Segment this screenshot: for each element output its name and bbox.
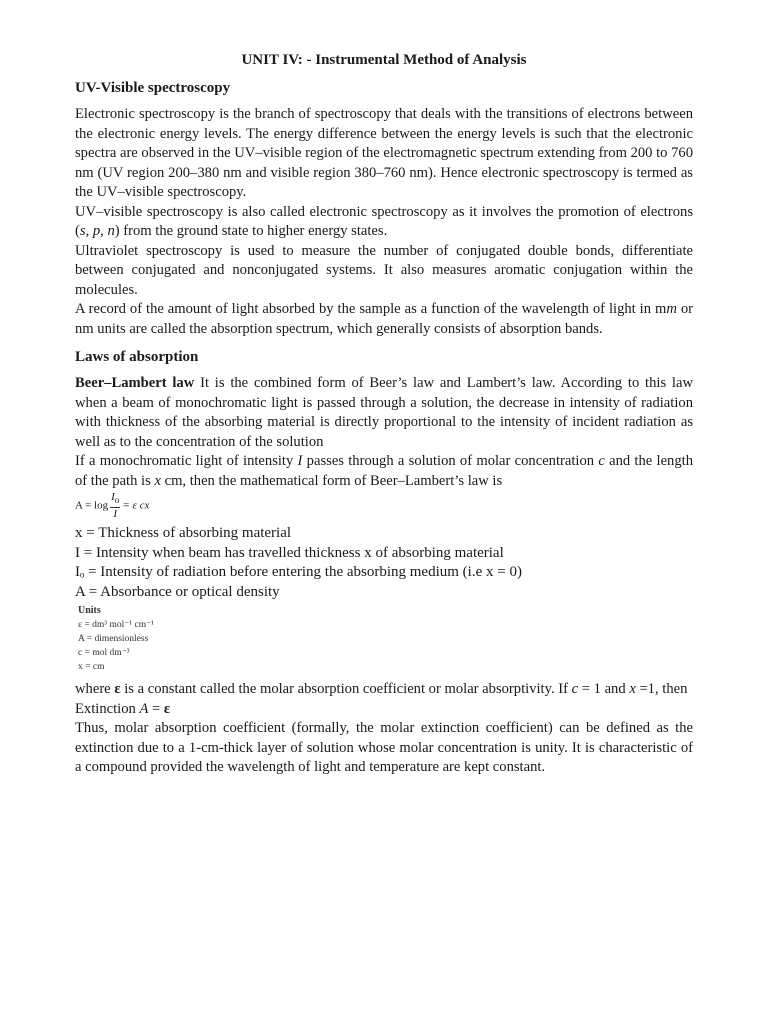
text-segment: If a monochromatic light of intensity bbox=[75, 453, 298, 469]
text-segment: A record of the amount of light absorbed by the sample as a function of the wavelength of light in m bbox=[75, 301, 667, 317]
unit-mu: m bbox=[666, 301, 677, 317]
formula-num-symbol: I bbox=[111, 491, 115, 503]
page-title: UNIT IV: - Instrumental Method of Analysis bbox=[241, 52, 527, 68]
symbol-x: x bbox=[154, 472, 161, 489]
text-segment: and the length of the path is bbox=[75, 453, 693, 489]
text-segment: is a constant called the molar absorption coefficient or molar absorptivity. If bbox=[120, 681, 572, 697]
units-absorbance: A = dimensionless bbox=[78, 634, 149, 644]
symbol-epsilon: ε bbox=[163, 700, 171, 717]
text-segment: = 1 and bbox=[578, 681, 630, 697]
formula-num-sub: o bbox=[114, 495, 120, 506]
document-page bbox=[75, 50, 693, 778]
paragraph-ultraviolet-spectroscopy: Ultraviolet spectroscopy is used to measure the number of conjugated double bonds, differentiate between conjugated and nonconjugated systems. It also measures aromatic conjugation within the molecules. bbox=[75, 242, 693, 298]
text-segment: cm, then the mathematical form of Beer–Lambert’s law is bbox=[160, 472, 503, 489]
symbol-epsilon: ε bbox=[114, 681, 121, 697]
symbol-I: I bbox=[297, 453, 303, 469]
formula-rhs: = ε cx bbox=[122, 499, 150, 512]
definition-item: Iₒ = Intensity of radiation before entering the absorbing medium (i.e x = 0) bbox=[75, 564, 522, 580]
beer-lambert-label: Beer–Lambert law bbox=[75, 375, 195, 391]
text-segment: , bbox=[85, 223, 93, 239]
formula-lhs: A = log bbox=[75, 499, 109, 512]
section-heading-uv-visible: UV-Visible spectroscopy bbox=[75, 80, 231, 96]
units-concentration: c = mol dm⁻³ bbox=[78, 648, 130, 658]
text-segment: , bbox=[100, 223, 108, 239]
definition-item: I = Intensity when beam has travelled thickness x of absorbing material bbox=[75, 544, 504, 561]
definitions-list bbox=[75, 524, 693, 602]
section-heading-laws-of-absorption: Laws of absorption bbox=[75, 349, 199, 365]
text-segment: It is the combined form of Beer’s law and Lambert’s law. According to this law when a beam of monochromatic light is passed through a solution, the decrease in intensity of radiation with thickness of the absorbing material is directly proportional to the intensity of incident radiation as well as to the concentration of the solution bbox=[75, 375, 694, 450]
symbol-x: x bbox=[629, 681, 636, 697]
text-segment: ) from the ground state to higher energy states. bbox=[114, 223, 388, 239]
units-title: Units bbox=[78, 605, 101, 616]
text-segment: passes through a solution of molar concentration bbox=[302, 453, 599, 469]
beer-lambert-formula bbox=[75, 491, 693, 521]
orbital-n: n bbox=[107, 223, 115, 239]
units-path-length: x = cm bbox=[78, 662, 105, 672]
paragraph-molar-absorption bbox=[75, 680, 693, 700]
paragraph-absorption-spectrum bbox=[75, 300, 693, 339]
paragraph-extinction bbox=[75, 700, 693, 720]
text-segment: UV–visible spectroscopy is also called electronic spectroscopy as it involves the promotion of electrons ( bbox=[75, 203, 693, 239]
symbol-c: c bbox=[571, 681, 579, 697]
orbital-s: s bbox=[79, 223, 86, 239]
text-segment: where bbox=[75, 681, 115, 697]
paragraph-monochromatic-light bbox=[75, 452, 693, 491]
formula-numerator bbox=[110, 491, 120, 508]
paragraph-beer-lambert-law bbox=[75, 374, 693, 452]
text-segment: Extinction bbox=[75, 700, 140, 717]
paragraph-uv-visible-also-called bbox=[75, 203, 693, 242]
text-segment: = bbox=[148, 700, 164, 717]
symbol-A: A bbox=[139, 700, 149, 717]
formula-denominator: I bbox=[113, 508, 118, 521]
units-block bbox=[78, 604, 693, 674]
definition-item: x = Thickness of absorbing material bbox=[75, 525, 292, 541]
formula-fraction bbox=[110, 491, 120, 521]
definition-item: A = Absorbance or optical density bbox=[75, 583, 280, 600]
paragraph-molar-extinction-definition: Thus, molar absorption coefficient (formally, the molar extinction coefficient) can be defined as the extinction due to a 1-cm-thick layer of solution whose molar concentration is unity. It is characteristic of a compound provided the wavelength of light and temperature are kept constant. bbox=[75, 720, 693, 775]
orbital-p: p bbox=[92, 223, 101, 239]
symbol-c: c bbox=[598, 453, 605, 469]
paragraph-electronic-spectroscopy: Electronic spectroscopy is the branch of spectroscopy that deals with the transitions of electrons between the electronic energy levels. The energy difference between the energy levels is such that the electronic spectra are observed in the UV–visible region of the electromagnetic spectrum extending from 200 to 760 nm (UV region 200–380 nm and visible region 380–760 nm). Hence electronic spectroscopy is termed as the UV–visible spectroscopy. bbox=[75, 106, 694, 200]
text-segment: or nm units are called the absorption spectrum, which generally consists of absorption bands. bbox=[75, 301, 693, 337]
units-epsilon: ε = dm³ mol⁻¹ cm⁻¹ bbox=[78, 620, 154, 630]
text-segment: =1, then bbox=[635, 681, 688, 697]
